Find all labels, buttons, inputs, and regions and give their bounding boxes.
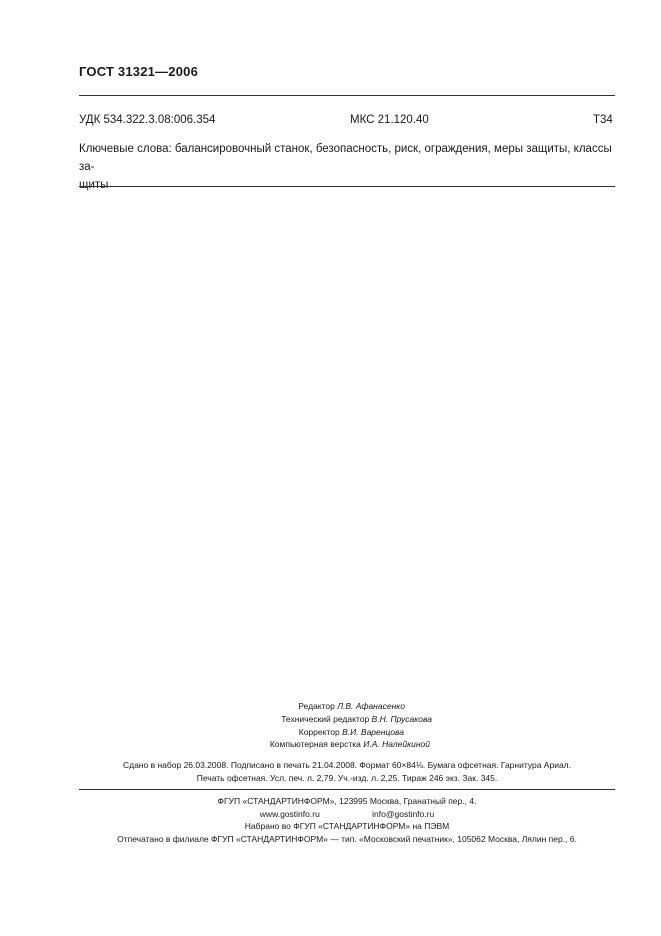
credit-tech-editor-label: Технический редактор (281, 713, 370, 724)
keywords-divider (79, 186, 615, 187)
mks-code: МКС 21.120.40 (350, 114, 429, 126)
credit-layout-name: И.А. Налейкиной (363, 739, 430, 750)
publication-info (79, 759, 615, 785)
credit-tech-editor (220, 713, 480, 726)
footer-divider (79, 789, 615, 790)
credit-tech-editor-name: В.Н. Прусакова (371, 713, 432, 724)
publication-line-1: Сдано в набор 26.03.2008. Подписано в печать 21.04.2008. Формат 60×84⅛. Бумага офсетная. Гарнитура Ариал. (122, 760, 571, 770)
publisher-address: ФГУП «СТАНДАРТИНФОРМ», 123995 Москва, Гранатный пер., 4. (217, 796, 477, 806)
typeset-note: Набрано во ФГУП «СТАНДАРТИНФОРМ» на ПЭВМ (244, 821, 450, 832)
publisher-email: info@gostinfo.ru (372, 808, 435, 819)
group-code: Т34 (593, 114, 613, 126)
publisher-contacts (79, 808, 615, 821)
publisher-footer (79, 795, 615, 845)
document-title: ГОСТ 31321—2006 (79, 64, 198, 79)
credit-editor-label: Редактор (298, 701, 335, 711)
publication-line-2: Печать офсетная. Усл. печ. л. 2,79. Уч.-изд. л. 2,25. Тираж 246 экз. Зак. 345. (196, 773, 498, 783)
printed-note: Отпечатано в филиале ФГУП «СТАНДАРТИНФОРМ» — тип. «Московский печатник», 105062 Москва, Лялин пер., 6. (117, 833, 577, 844)
credit-corrector (220, 726, 480, 739)
credit-corrector-label: Корректор (298, 726, 340, 737)
credit-editor-name: Л.В. Афанасенко (337, 701, 405, 711)
credits-block (220, 700, 480, 751)
header-divider (79, 95, 615, 96)
credit-corrector-name: В.И. Варенцова (342, 726, 404, 737)
publisher-website: www.gostinfo.ru (259, 808, 320, 819)
credit-editor (220, 700, 480, 713)
keywords-line-2: щиты (79, 179, 109, 191)
credit-layout (220, 738, 480, 751)
udk-code: УДК 534.322.3.08:006.354 (79, 114, 216, 126)
credit-layout-label: Компьютерная верстка (269, 739, 361, 750)
keywords-line-1: Ключевые слова: балансировочный станок, безопасность, риск, ограждения, меры защиты, классы за- (79, 143, 612, 173)
